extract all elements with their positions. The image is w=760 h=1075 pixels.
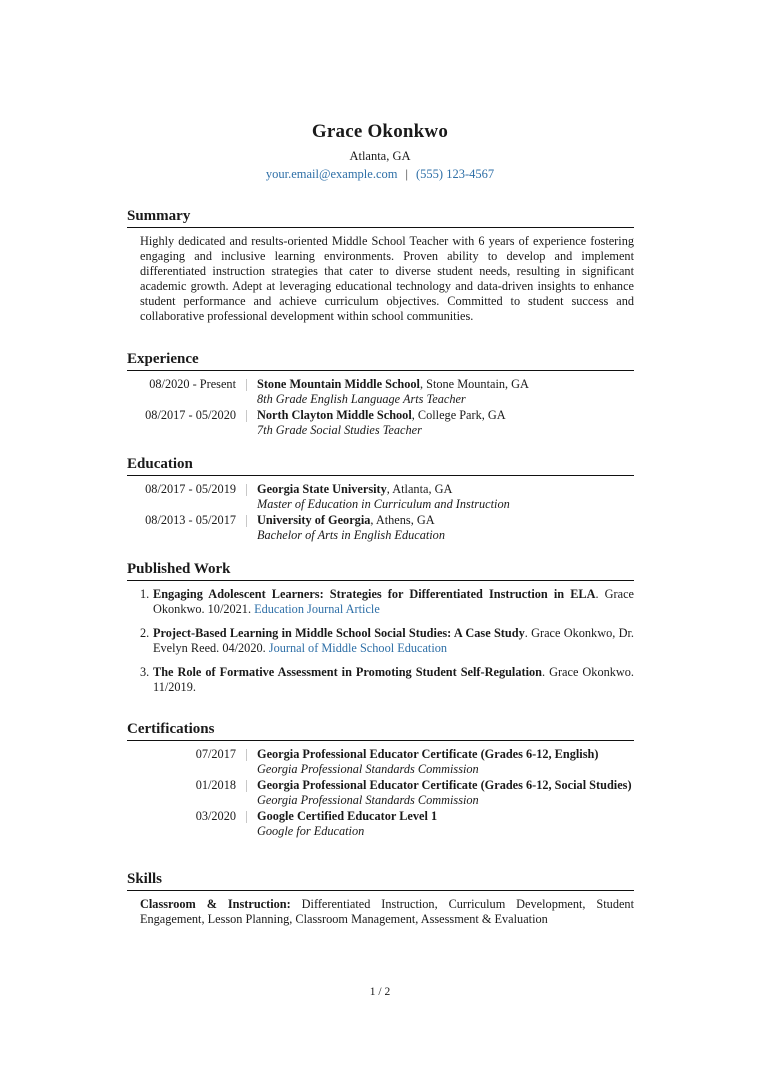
publication-link[interactable]: Education Journal Article — [254, 602, 380, 616]
date-divider — [246, 484, 247, 496]
certification-issuer: Georgia Professional Standards Commission — [257, 793, 479, 807]
section-title-published-work: Published Work — [127, 561, 634, 581]
education-entry — [127, 482, 634, 512]
certification-name: Georgia Professional Educator Certificate (Grades 6-12, Social Studies) — [257, 778, 632, 792]
publication-list — [127, 587, 634, 695]
experience-section — [127, 351, 634, 439]
publication-item — [140, 626, 634, 656]
date-divider — [246, 515, 247, 527]
summary-text: Highly dedicated and results-oriented Middle School Teacher with 6 years of experience fostering engaging and inclusive learning environments. Proven ability to develop and implement differentiated instruction strategies that cater to diverse student needs, resulting in significant academic growth. Adept at leveraging educational technology and data-driven insights to enhance student performance and achieve curriculum objectives. Committed to student success and collaborative professional development within school communities. — [140, 234, 634, 323]
entry-degree: Master of Education in Curriculum and Instruction — [257, 497, 510, 511]
certification-name: Georgia Professional Educator Certificate (Grades 6-12, English) — [257, 747, 599, 761]
entry-institution: University of Georgia — [257, 513, 371, 527]
summary-section — [127, 208, 634, 324]
publication-title: Project-Based Learning in Middle School Social Studies: A Case Study — [153, 626, 525, 640]
skills-list: Differentiated Instruction, Curriculum Development, Student Engagement, Lesson Planning, Classroom Management, Assessment & Evaluation — [140, 897, 634, 926]
section-title-education: Education — [127, 456, 634, 476]
entry-location: , College Park, GA — [411, 408, 506, 422]
entry-date: 03/2020 — [195, 809, 236, 823]
entry-organization: Stone Mountain Middle School — [257, 377, 420, 391]
entry-location: , Stone Mountain, GA — [419, 377, 529, 391]
skills-category: Classroom & Instruction: — [140, 897, 291, 911]
publication-number: 1. — [140, 587, 150, 601]
skills-line — [140, 897, 634, 927]
publication-details: . Grace Okonkwo. 10/2021. — [153, 587, 635, 616]
entry-degree: Bachelor of Arts in English Education — [257, 528, 445, 542]
certification-name: Google Certified Educator Level 1 — [257, 809, 438, 823]
entry-date: 07/2017 — [195, 747, 236, 761]
publication-title: The Role of Formative Assessment in Promoting Student Self-Regulation — [153, 665, 542, 679]
page-indicator: 1 / 2 — [369, 986, 391, 998]
date-divider — [246, 780, 247, 792]
certification-entry — [127, 778, 634, 808]
date-divider — [246, 410, 247, 422]
entry-date: 01/2018 — [195, 778, 236, 792]
email-link[interactable]: your.email@example.com — [265, 167, 398, 181]
education-entry — [127, 513, 634, 543]
contact-line — [0, 167, 760, 182]
certifications-section — [127, 721, 634, 840]
phone-link[interactable]: (555) 123-4567 — [416, 167, 495, 181]
publication-number: 2. — [140, 626, 150, 640]
publication-number: 3. — [140, 665, 150, 679]
published-work-section — [127, 561, 634, 704]
entry-institution: Georgia State University — [257, 482, 387, 496]
contact-separator: | — [405, 167, 408, 181]
date-divider — [246, 379, 247, 391]
entry-date: 08/2020 - Present — [149, 377, 236, 391]
experience-entry — [127, 377, 634, 407]
section-title-experience: Experience — [127, 351, 634, 371]
certification-entry — [127, 747, 634, 777]
entry-location: , Atlanta, GA — [386, 482, 453, 496]
certification-issuer: Google for Education — [257, 824, 365, 838]
entry-date: 08/2013 - 05/2017 — [145, 513, 236, 527]
publication-title: Engaging Adolescent Learners: Strategies for Differentiated Instruction in ELA — [153, 587, 596, 601]
publication-details: . Grace Okonkwo, Dr. Evelyn Reed. 04/2020. — [153, 626, 634, 655]
candidate-name: Grace Okonkwo — [311, 121, 449, 142]
entry-role: 7th Grade Social Studies Teacher — [257, 423, 422, 437]
entry-role: 8th Grade English Language Arts Teacher — [257, 392, 466, 406]
certification-issuer: Georgia Professional Standards Commission — [257, 762, 479, 776]
certification-entry — [127, 809, 634, 839]
candidate-location: Atlanta, GA — [349, 149, 411, 163]
section-title-skills: Skills — [127, 871, 634, 891]
entry-organization: North Clayton Middle School — [257, 408, 412, 422]
entry-date: 08/2017 - 05/2020 — [145, 408, 236, 422]
entry-location: , Athens, GA — [370, 513, 435, 527]
publication-details: . Grace Okonkwo. 11/2019. — [153, 665, 634, 694]
date-divider — [246, 811, 247, 823]
entry-date: 08/2017 - 05/2019 — [145, 482, 236, 496]
skills-section — [127, 871, 634, 927]
education-section — [127, 456, 634, 544]
experience-entry — [127, 408, 634, 438]
section-title-summary: Summary — [127, 208, 634, 228]
date-divider — [246, 749, 247, 761]
publication-item — [140, 587, 634, 617]
section-title-certifications: Certifications — [127, 721, 634, 741]
publication-link[interactable]: Journal of Middle School Education — [268, 641, 448, 655]
publication-item — [140, 665, 634, 695]
